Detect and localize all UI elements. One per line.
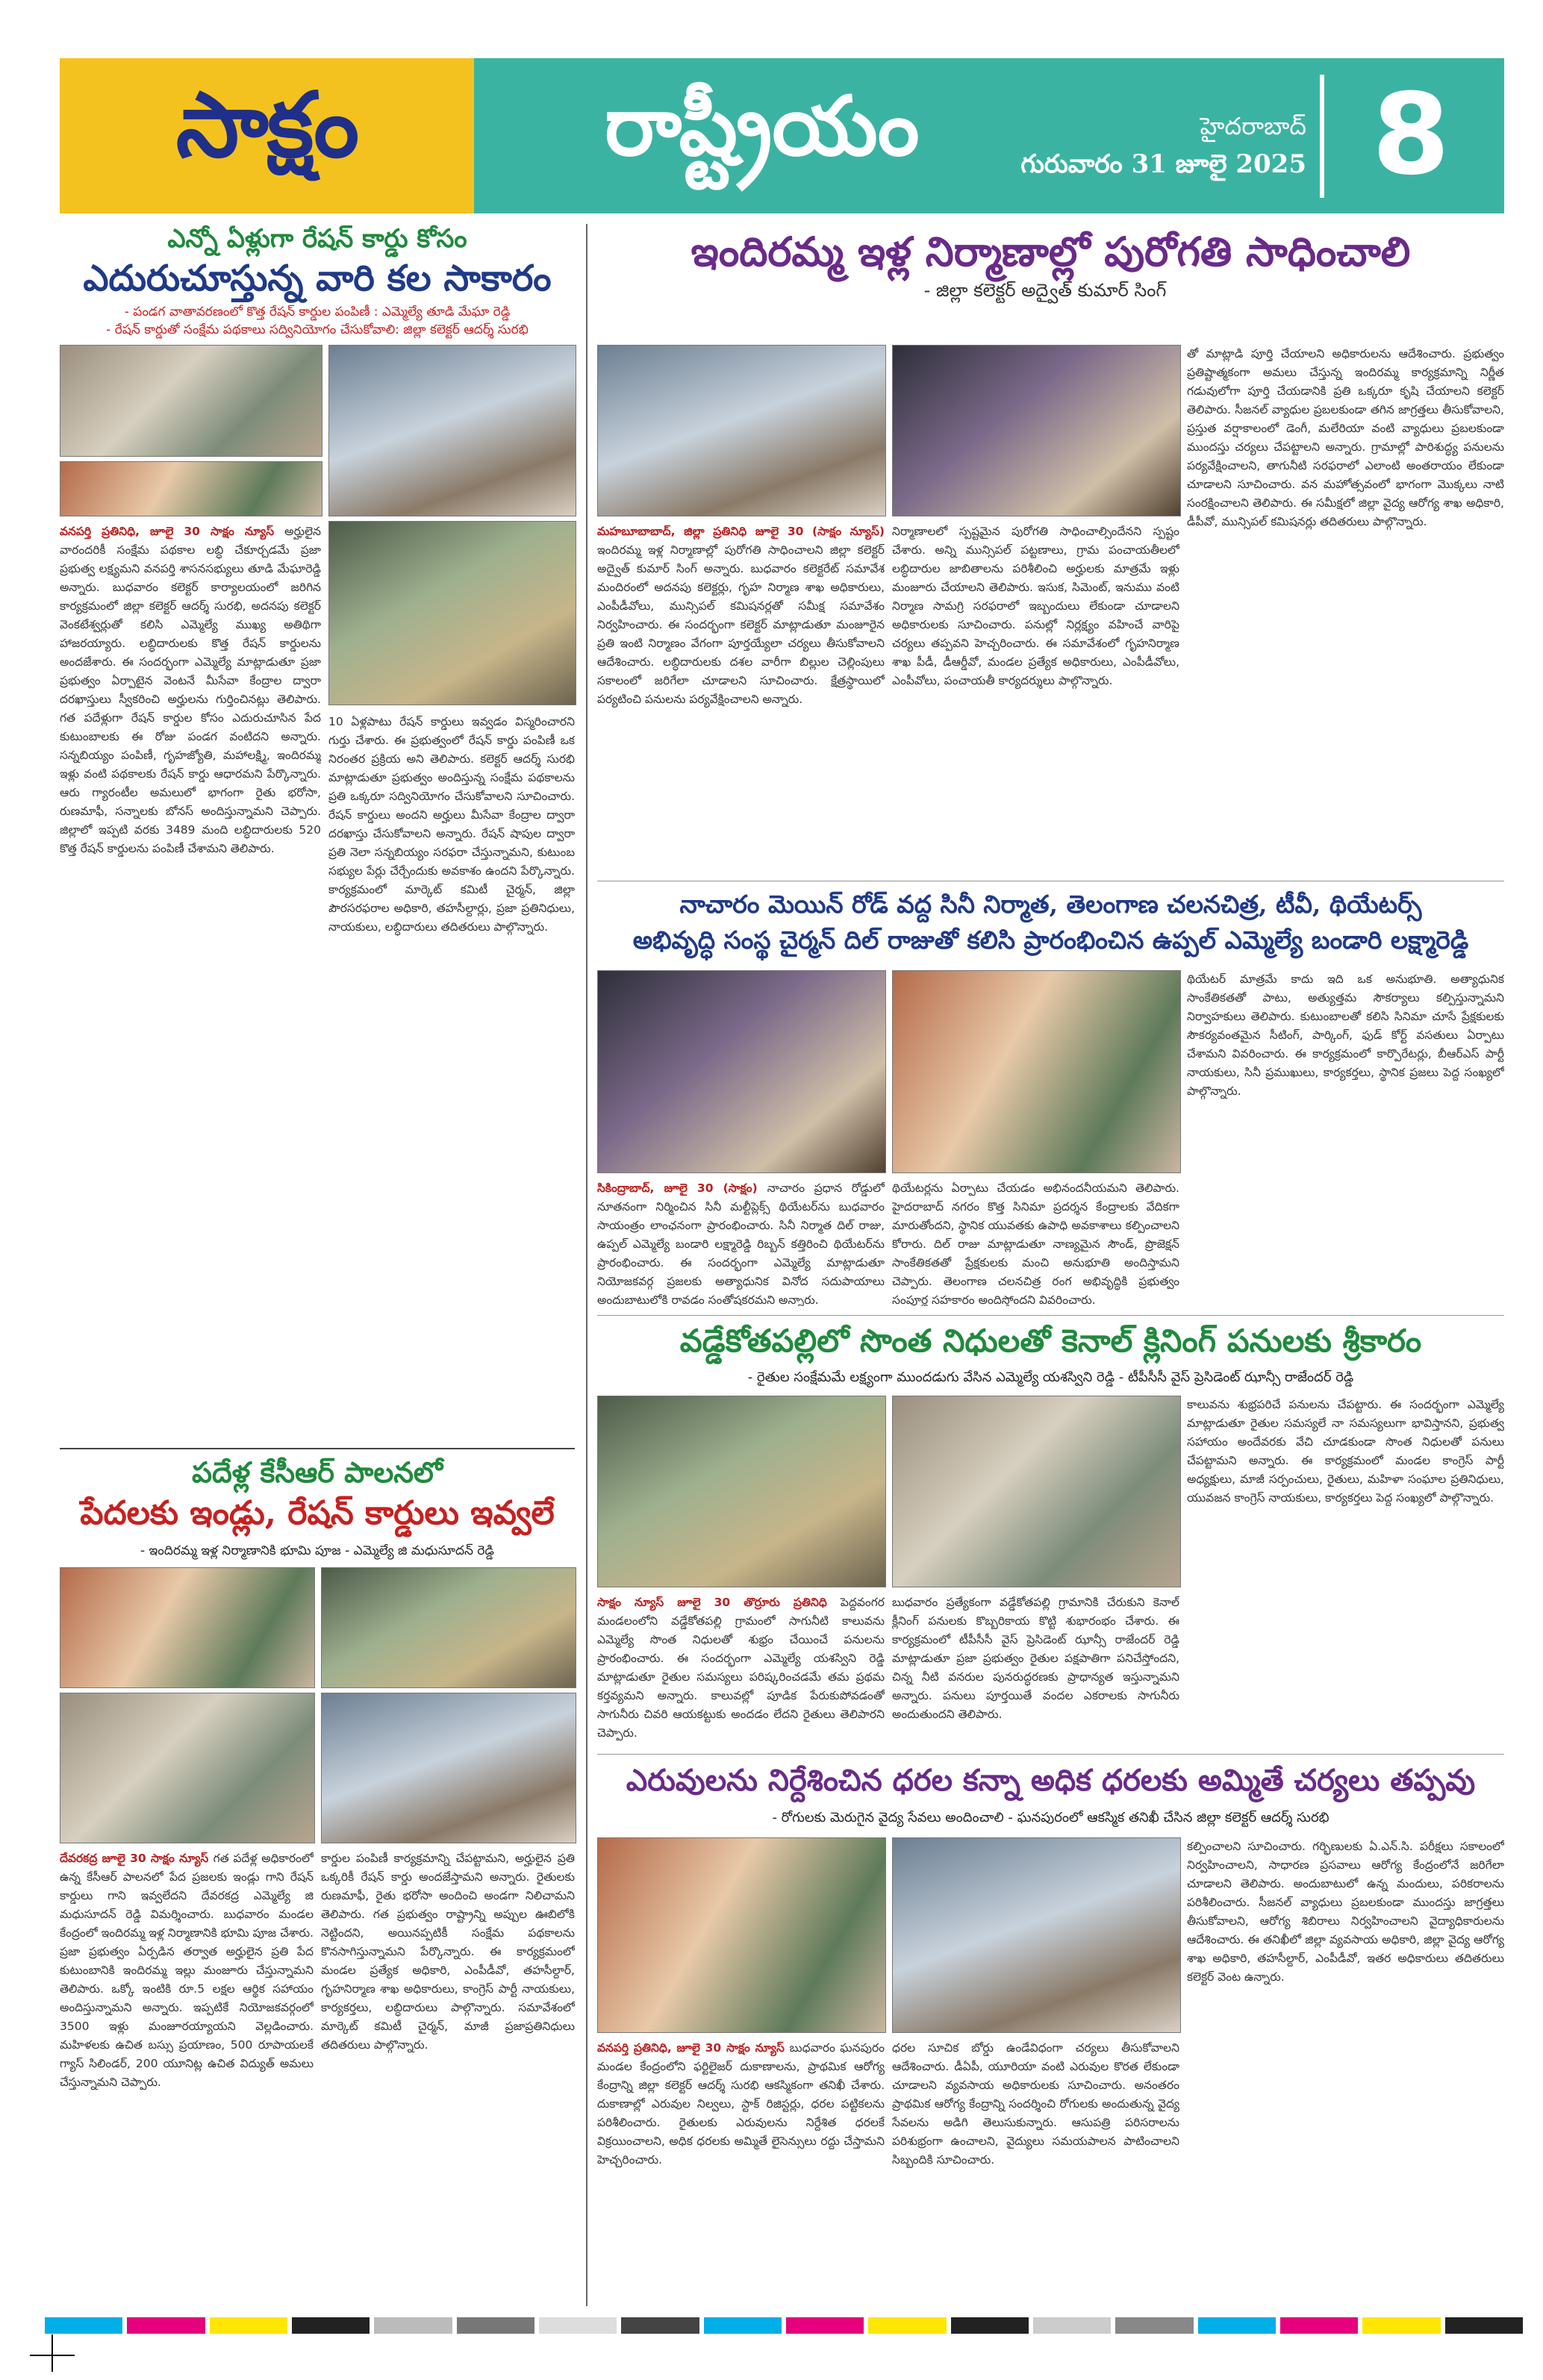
ration-photo-3 bbox=[60, 461, 322, 516]
indiramma-photo-2 bbox=[892, 345, 1181, 516]
kcr-photo-4 bbox=[321, 1693, 576, 1843]
indiramma-body-text-3: తో మాట్లాడి పూర్తి చేయాలని అధికారులను ఆదేశించారు. ప్రభుత్వం ప్రతిష్టాత్మకంగా అమలు చేస్తున్న ఇందిరమ్మ కార్యక్రమాన్ని నిర్ణీత గడువులోగా పూర్తి చేయడానికి ప్రతి ఒక్కరూ కృషి చేయాలని కలెక్టర్ తెలిపారు. సీజనల్ వ్యాధుల ప్రబలకుండా తగిన జాగ్రత్తలు తీసుకోవాలని, ప్రస్తుత వర్షాకాలంలో డెంగీ, మలేరియా వంటి వ్యాధులు ప్రబలకుండా ముందస్తు చర్యలు చేపట్టాలని అన్నారు. గ్రామాల్లో పారిశుద్ధ్య పనులను పర్యవేక్షించాలని, తాగునీటి సరఫరాలో ఎలాంటి అంతరాయం లేకుండా చూడాలని సూచించారు. వన మహోత్సవంలో భాగంగా మొక్కలు నాటి సంరక్షించాలని తెలిపారు. ఈ సమీక్షలో జిల్లా వైద్య ఆరోగ్య శాఖ అధికారి, డీపీవో, మున్సిపల్ కమిషనర్లు తదితరులు పాల్గొన్నారు. bbox=[1187, 347, 1504, 528]
cinema-body-text-3: థియేటర్ మాత్రమే కాదు ఇది ఒక అనుభూతి. అత్యాధునిక సాంకేతికతతో పాటు, అత్యుత్తమ సౌకర్యాలు కల్పిస్తున్నామని నిర్వాహకులు తెలిపారు. కుటుంబాలతో కలిసి సినిమా చూసే ప్రేక్షకులకు సౌకర్యవంతమైన సీటింగ్, పార్కింగ్, ఫుడ్ కోర్ట్ వసతులు ఏర్పాటు చేశామని వివరించారు. ఈ కార్యక్రమంలో కార్పొరేటర్లు, బీఆర్ఎస్ పార్టీ నాయకులు, సినీ ప్రముఖులు, కార్యకర్తలు, స్థానిక ప్రజలు పెద్ద సంఖ్యలో పాల్గొన్నారు. bbox=[1187, 972, 1504, 1098]
fertilizer-body-col3 bbox=[1187, 1837, 1504, 2300]
indiramma-body-col2 bbox=[892, 522, 1179, 873]
canal-photo-1 bbox=[597, 1396, 886, 1587]
fertilizer-body-text-3: కల్పించాలని సూచించారు. గర్భిణులకు ఏ.ఎన్.సి. పరీక్షలు సకాలంలో నిర్వహించాలని, సాధారణ ప్రసవాలు ఆరోగ్య కేంద్రంలోనే జరిగేలా చూడాలని తెలిపారు. అందుబాటులో ఉన్న మందులు, పరికరాలను పరిశీలించారు. సీజనల్ వ్యాధులు ప్రబలకుండా ముందస్తు జాగ్రత్తలు తీసుకోవాలని, ఆరోగ్య శిబిరాలు నిర్వహించాలని వైద్యాధికారులను ఆదేశించారు. ఈ తనిఖీలో జిల్లా వ్యవసాయ అధికారి, జిల్లా వైద్య ఆరోగ్య శాఖ అధికారి, తహసీల్దార్, ఎంపీడీవో, ఇతర అధికారులు తదితరులు కలెక్టర్ వెంట ఉన్నారు. bbox=[1187, 1840, 1504, 1984]
canal-headline: వడ్డేకోతపల్లిలో సొంత నిధులతో కెనాల్ క్లినింగ్ పనులకు శ్రీకారం bbox=[679, 1322, 1422, 1359]
kcr-photo-2 bbox=[321, 1567, 576, 1688]
kcr-body-text-1: గత పదేళ్ల అధికారంలో ఉన్న కేసీఆర్ పాలనలో పేద ప్రజలకు ఇండ్లు గాని రేషన్ కార్డులు గాని ఇవ్వలేదని దేవరకద్ర ఎమ్మెల్యే జి మధుసూదన్ రెడ్డి విమర్శించారు. బుధవారం మండల కేంద్రంలో ఇందిరమ్మ ఇళ్ల నిర్మాణానికి భూమి పూజ చేశారు. ప్రజా ప్రభుత్వం ఏర్పడిన తర్వాత అర్హులైన ప్రతి పేద కుటుంబానికి ఇందిరమ్మ ఇల్లు మంజూరు చేస్తున్నామని తెలిపారు. ఒక్కో ఇంటికి రూ.5 లక్షల ఆర్థిక సహాయం అందిస్తున్నామని అన్నారు. ఇప్పటికే నియోజకవర్గంలో 3500 ఇళ్లు మంజూరయ్యాయని వెల్లడించారు. మహిళలకు ఉచిత బస్సు ప్రయాణం, 500 రూపాయలకే గ్యాస్ సిలిండర్, 200 యూనిట్ల ఉచిత విద్యుత్ అమలు చేస్తున్నామని చెప్పారు. bbox=[60, 1852, 314, 2089]
indiramma-body-col1 bbox=[597, 522, 885, 873]
cinema-body-col3 bbox=[1187, 970, 1504, 1306]
ration-body-col1 bbox=[60, 522, 321, 1440]
ration-kicker: ఎన్నో ఏళ్లుగా రేషన్ కార్డు కోసం bbox=[167, 224, 467, 254]
ration-headline: ఎదురుచూస్తున్న వారి కల సాకారం bbox=[83, 257, 552, 299]
cinema-dateline: సికింద్రాబాద్, జూలై 30 (సాక్షం) bbox=[597, 1181, 767, 1195]
canal-body-col3 bbox=[1187, 1396, 1504, 1746]
kcr-subheadline: - ఇందిరమ్మ ఇళ్ల నిర్మాణానికి భూమి పూజ - ఎమ్మెల్యే జి మధుసూదన్ రెడ్డి bbox=[140, 1543, 494, 1558]
fertilizer-body-text-2: ధరల సూచిక బోర్డు ఉండేవిధంగా చర్యలు తీసుకోవాలని ఆదేశించారు. డీఏపీ, యూరియా వంటి ఎరువుల కొరత లేకుండా చూడాలని వ్యవసాయ అధికారులకు సూచించారు. అనంతరం ప్రాథమిక ఆరోగ్య కేంద్రాన్ని సందర్శించి రోగులకు అందుతున్న వైద్య సేవలను అడిగి తెలుసుకున్నారు. ఆసుపత్రి పరిసరాలను పరిశుభ్రంగా ఉంచాలని, వైద్యులు సమయపాలన పాటించాలని సిబ్బందికి సూచించారు. bbox=[892, 2041, 1179, 2167]
kcr-kicker: పదేళ్ల కేసీఆర్ పాలనలో bbox=[191, 1455, 443, 1489]
ration-subheadline-1: - పండగ వాతావరణంలో కొత్త రేషన్ కార్డుల పంపిణీ : ఎమ్మెల్యే తూడి మేఘా రెడ్డి bbox=[124, 304, 511, 319]
indiramma-body-text-1: ఇందిరమ్మ ఇళ్ల నిర్మాణాల్లో పురోగతి సాధించాలని జిల్లా కలెక్టర్ అద్వైత్ కుమార్ సింగ్ అన్నారు. బుధవారం కలెక్టరేట్ సమావేశ మందిరంలో అదనపు కలెక్టర్లు, గృహ నిర్మాణ శాఖ అధికారులు, ఎంపీడీవోలు, మున్సిపల్ కమిషనర్లతో సమీక్ష సమావేశం నిర్వహించారు. ఈ సందర్భంగా కలెక్టర్ మాట్లాడుతూ మంజూరైన ప్రతి ఇంటి నిర్మాణం వేగంగా పూర్తయ్యేలా చర్యలు తీసుకోవాలని ఆదేశించారు. లబ్ధిదారులకు దశల వారీగా బిల్లుల చెల్లింపులు సకాలంలో జరిగేలా చూడాలని సూచించారు. క్షేత్రస్థాయిలో పర్యటించి పనులను పర్యవేక్షించాలని అన్నారు. bbox=[597, 543, 885, 706]
ration-photo-1 bbox=[60, 345, 322, 457]
kcr-photo-1 bbox=[60, 1567, 315, 1688]
cinema-body-col1 bbox=[597, 1179, 885, 1306]
ration-photo-2 bbox=[328, 345, 576, 516]
column-divider bbox=[586, 224, 587, 2306]
fertilizer-photo-1 bbox=[597, 1837, 886, 2033]
kcr-photo-3 bbox=[60, 1693, 315, 1843]
canal-body-text-2: బుధవారం ప్రత్యేకంగా వడ్డేకోతపల్లి గ్రామానికి చేరుకుని కెనాల్ క్లీనింగ్ పనులకు కొబ్బరికాయ కొట్టి శుభారంభం చేశారు. ఈ కార్యక్రమంలో టీపీసీసీ వైస్ ప్రెసిడెంట్ ఝాన్సీ రాజేందర్ రెడ్డి మాట్లాడుతూ ప్రజా ప్రభుత్వం రైతుల పక్షపాతిగా పనిచేస్తోందని, చిన్న నీటి వనరుల పునరుద్ధరణకు ప్రాధాన్యత ఇస్తున్నామని అన్నారు. పనులు పూర్తయితే వందల ఎకరాలకు సాగునీరు అందుతుందని తెలిపారు. bbox=[892, 1596, 1179, 1721]
cinema-headline-1: నాచారం మెయిన్ రోడ్ వద్ద సినీ నిర్మాత, తెలంగాణ చలనచిత్ర, టీవీ, థియేటర్స్ bbox=[679, 890, 1422, 919]
registration-mark bbox=[52, 2334, 53, 2372]
canal-subheadline: - రైతుల సంక్షేమమే లక్ష్యంగా ముందడుగు వేసిన ఎమ్మెల్యే యశస్విని రెడ్డి - టీపీసీసీ వైస్ ప్రెసిడెంట్ ఝాన్సీ రాజేందర్ రెడ్డి bbox=[747, 1369, 1354, 1385]
fertilizer-body-col2 bbox=[892, 2039, 1179, 2300]
fertilizer-photo-2 bbox=[892, 1837, 1181, 2033]
cinema-photo-1 bbox=[597, 970, 886, 1173]
print-color-bar bbox=[45, 2317, 1523, 2335]
section-rule bbox=[597, 1315, 1504, 1316]
ration-photo-4 bbox=[328, 521, 576, 705]
page-number: 8 bbox=[1371, 70, 1450, 200]
masthead-date: గురువారం 31 జూలై 2025 bbox=[1020, 149, 1306, 179]
fertilizer-subheadline: - రోగులకు మెరుగైన వైద్య సేవలు అందించాలి - ఘనపురంలో ఆకస్మిక తనిఖీ చేసిన జిల్లా కలెక్టర్ ఆదర్శ్ సురభి bbox=[772, 1810, 1330, 1825]
fertilizer-body-col1 bbox=[597, 2039, 885, 2300]
kcr-body-col2 bbox=[321, 1849, 575, 2297]
canal-body-text-1: పెద్దవంగర మండలంలోని వడ్డేకోతపల్లి గ్రామంలో సాగునీటి కాలువను ఎమ్మెల్యే సొంత నిధులతో శుభ్రం చేయించే పనులను ప్రారంభించారు. ఈ సందర్భంగా ఎమ్మెల్యే యశస్విని రెడ్డి మాట్లాడుతూ రైతుల సమస్యలు పరిష్కరించడమే తమ ప్రథమ కర్తవ్యమని అన్నారు. కాలువల్లో పూడిక పేరుకుపోవడంతో సాగునీరు చివరి ఆయకట్టుకు అందడం లేదని రైతులు తెలిపారని చెప్పారు. bbox=[597, 1596, 885, 1740]
canal-body-col1 bbox=[597, 1593, 885, 1746]
kcr-body-text-2: కార్డుల పంపిణీ కార్యక్రమాన్ని చేపట్టామని, అర్హులైన ప్రతి ఒక్కరికీ రేషన్ కార్డు అందజేస్తామని అన్నారు. రైతులకు రుణమాఫీ, రైతు భరోసా అందించి అండగా నిలిచామని తెలిపారు. గత ప్రభుత్వం రాష్ట్రాన్ని అప్పుల ఊబిలోకి నెట్టిందని, అయినప్పటికీ సంక్షేమ పథకాలను కొనసాగిస్తున్నామని పేర్కొన్నారు. ఈ కార్యక్రమంలో మండల ప్రత్యేక అధికారి, ఎంపీడీవో, తహసీల్దార్, గృహనిర్మాణ శాఖ అధికారులు, కాంగ్రెస్ పార్టీ నాయకులు, కార్యకర్తలు, లబ్ధిదారులు పాల్గొన్నారు. సమావేశంలో మార్కెట్ కమిటీ చైర్మన్, మాజీ ప్రజాప్రతినిధులు తదితరులు పాల్గొన్నారు. bbox=[321, 1852, 575, 2052]
ration-body-text-1: అర్హులైన వారందరికీ సంక్షేమ పథకాల లబ్ధి చేకూర్చడమే ప్రజా ప్రభుత్వ లక్ష్యమని వనపర్తి శాసనసభ్యులు తూడి మేఘారెడ్డి అన్నారు. బుధవారం కలెక్టర్ కార్యాలయంలో జరిగిన కార్యక్రమంలో జిల్లా కలెక్టర్ ఆదర్శ్ సురభి, అదనపు కలెక్టర్ వెంకటేశ్వర్లుతో కలిసి ఎమ్మెల్యే ముఖ్య అతిథిగా హాజరయ్యారు. లబ్ధిదారులకు కొత్త రేషన్ కార్డులను అందజేశారు. ఈ సందర్భంగా ఎమ్మెల్యే మాట్లాడుతూ ప్రజా ప్రభుత్వం ఏర్పాటైన వెంటనే మీసేవా కేంద్రాల ద్వారా దరఖాస్తులు స్వీకరించి అర్హులను గుర్తించినట్లు తెలిపారు. గత పదేళ్లుగా రేషన్ కార్డుల కోసం ఎదురుచూసిన పేద కుటుంబాలకు ఈ రోజు పండగ వంటిదని అన్నారు. సన్నబియ్యం పంపిణీ, గృహజ్యోతి, మహాలక్ష్మి, ఇందిరమ్మ ఇళ్లు వంటి పథకాలకు రేషన్ కార్డు ఆధారమని పేర్కొన్నారు. ఆరు గ్యారంటీల అమలులో భాగంగా రైతు భరోసా, రుణమాఫీ, సన్నాలకు బోనస్ అందిస్తున్నామని చెప్పారు. జిల్లాలో ఇప్పటి వరకు 3489 మంది లబ్ధిదారులకు 520 కొత్త రేషన్ కార్డులను పంపిణీ చేశామని తెలిపారు. bbox=[60, 525, 321, 855]
masthead-divider bbox=[1320, 75, 1324, 198]
cinema-headline-2: అభివృద్ధి సంస్థ చైర్మన్ దిల్ రాజుతో కలిసి ప్రారంభించిన ఉప్పల్ ఎమ్మెల్యే బండారి లక్ష్మారెడ్డి bbox=[632, 925, 1469, 955]
ration-dateline: వనపర్తి ప్రతినిధి, జూలై 30 సాక్షం న్యూస్ bbox=[60, 525, 285, 538]
canal-dateline: సాక్షం న్యూస్ జూలై 30 తొర్రూరు ప్రతినిధి bbox=[597, 1596, 841, 1609]
newspaper-logo bbox=[60, 58, 474, 213]
canal-body-text-3: కాలువను శుభ్రపరిచే పనులను చేపట్టారు. ఈ సందర్భంగా ఎమ్మెల్యే మాట్లాడుతూ రైతుల సమస్యలే నా సమస్యలుగా భావిస్తానని, ప్రభుత్వ సహాయం అందేవరకు వేచి చూడకుండా సొంత నిధులతో పనులు చేపట్టామని అన్నారు. ఈ కార్యక్రమంలో మండల కాంగ్రెస్ పార్టీ అధ్యక్షులు, మాజీ సర్పంచులు, రైతులు, మహిళా సంఘాల ప్రతినిధులు, యువజన కాంగ్రెస్ నాయకులు, కార్యకర్తలు పెద్ద సంఖ్యలో పాల్గొన్నారు. bbox=[1187, 1398, 1504, 1505]
section-rule bbox=[597, 1754, 1504, 1755]
indiramma-photo-1 bbox=[597, 345, 886, 516]
indiramma-body-col3 bbox=[1187, 345, 1504, 873]
fertilizer-dateline: వనపర్తి ప్రతినిధి, జూలై 30 సాక్షం న్యూస్ bbox=[597, 2041, 790, 2055]
cinema-photo-2 bbox=[892, 970, 1181, 1173]
section-rule bbox=[60, 1448, 575, 1449]
ration-subheadline-2: - రేషన్ కార్డుతో సంక్షేమ పథకాలు సద్వినియోగం చేసుకోవాలి: జిల్లా కలెక్టర్ ఆదర్శ్ సురభి bbox=[106, 322, 529, 337]
logo-text: సాక్షం bbox=[175, 72, 358, 178]
kcr-dateline: దేవరకద్ర జూలై 30 సాక్షం న్యూస్ bbox=[60, 1852, 213, 1865]
canal-body-col2 bbox=[892, 1593, 1179, 1746]
indiramma-headline: ఇందిరమ్మ ఇళ్ల నిర్మాణాల్లో పురోగతి సాధించాలి bbox=[691, 228, 1411, 275]
fertilizer-headline: ఎరువులను నిర్దేశించిన ధరల కన్నా అధిక ధరలకు అమ్మితే చర్యలు తప్పవు bbox=[626, 1763, 1476, 1798]
cinema-body-col2 bbox=[892, 1179, 1179, 1306]
kcr-body-col1 bbox=[60, 1849, 314, 2297]
indiramma-subheadline: - జిల్లా కలెక్టర్ అద్వైత్ కుమార్ సింగ్ bbox=[923, 280, 1167, 301]
indiramma-body-text-2: నిర్మాణాలలో స్పష్టమైన పురోగతి సాధించాల్సిందేనని స్పష్టం చేశారు. అన్ని మున్సిపల్ పట్టణాలు, గ్రామ పంచాయతీలలో లబ్ధిదారుల జాబితాలను పరిశీలించి అర్హులకు మాత్రమే ఇళ్లు మంజూరు చేయాలని తెలిపారు. ఇసుక, సిమెంట్, ఇనుము వంటి నిర్మాణ సామగ్రి సరఫరాలో ఇబ్బందులు లేకుండా చూడాలని అధికారులకు సూచించారు. పనుల్లో నిర్లక్ష్యం వహించే వారిపై చర్యలు తప్పవని హెచ్చరించారు. ఈ సమావేశంలో గృహనిర్మాణ శాఖ పీడీ, డీఆర్డీవో, మండల ప్రత్యేక అధికారులు, ఎంపీడీవోలు, ఎంపీవోలు, పంచాయతీ కార్యదర్శులు పాల్గొన్నారు. bbox=[892, 525, 1179, 687]
ration-body-text-2: 10 ఏళ్లపాటు రేషన్ కార్డులు ఇవ్వడం విస్మరించారని గుర్తు చేశారు. ఈ ప్రభుత్వంలో రేషన్ కార్డు పంపిణీ ఒక నిరంతర ప్రక్రియ అని తెలిపారు. కలెక్టర్ ఆదర్శ్ సురభి మాట్లాడుతూ ప్రభుత్వం అందిస్తున్న సంక్షేమ పథకాలను ప్రతి ఒక్కరూ సద్వినియోగం చేసుకోవాలని సూచించారు. రేషన్ కార్డులు అందని అర్హులు మీసేవా కేంద్రాల ద్వారా దరఖాస్తు చేసుకోవాలని అన్నారు. రేషన్ షాపుల ద్వారా ప్రతి నెలా సన్నబియ్యం సరఫరా చేస్తున్నామని, కుటుంబ సభ్యుల పేర్లు చేర్చేందుకు అవకాశం ఉందని పేర్కొన్నారు. కార్యక్రమంలో మార్కెట్ కమిటీ చైర్మన్, జిల్లా పౌరసరఫరాల అధికారి, తహసీల్దార్లు, ప్రజా ప్రతినిధులు, నాయకులు, లబ్ధిదారులు తదితరులు పాల్గొన్నారు. bbox=[328, 715, 575, 934]
kcr-headline: పేదలకు ఇండ్లు, రేషన్ కార్డులు ఇవ్వలే bbox=[80, 1494, 555, 1532]
cinema-body-text-1: నాచారం ప్రధాన రోడ్డులో నూతనంగా నిర్మించిన సినీ మల్టీప్లెక్స్ థియేటర్‌ను బుధవారం సాయంత్రం లాంఛనంగా ప్రారంభించారు. సినీ నిర్మాత దిల్ రాజు, ఉప్పల్ ఎమ్మెల్యే బండారి లక్ష్మారెడ్డి రిబ్బన్ కత్తిరించి థియేటర్‌ను ప్రారంభించారు. ఈ సందర్భంగా ఎమ్మెల్యే మాట్లాడుతూ నియోజకవర్గ ప్రజలకు అత్యాధునిక వినోద సదుపాయాలు అందుబాటులోకి రావడం సంతోషకరమని అన్నారు. bbox=[597, 1181, 885, 1306]
masthead-city: హైదరాబాద్ bbox=[1200, 112, 1306, 140]
canal-photo-2 bbox=[892, 1396, 1181, 1587]
indiramma-dateline: మహబూబాబాద్, జిల్లా ప్రతినిధి జూలై 30 (సాక్షం న్యూస్) bbox=[597, 525, 885, 538]
cinema-body-text-2: థియేటర్లను ఏర్పాటు చేయడం అభినందనీయమని తెలిపారు. హైదరాబాద్ నగరం కొత్త సినిమా ప్రదర్శన కేంద్రాలకు వేదికగా మారుతోందని, స్థానిక యువతకు ఉపాధి అవకాశాలు కల్పించాలని కోరారు. దిల్ రాజు మాట్లాడుతూ నాణ్యమైన సౌండ్, ప్రొజెక్షన్ సాంకేతికతతో ప్రేక్షకులకు మంచి అనుభూతి అందిస్తామని చెప్పారు. తెలంగాణ చలనచిత్ర రంగ అభివృద్ధికి ప్రభుత్వం సంపూర్ణ సహకారం అందిస్తోందని వివరించారు. bbox=[892, 1181, 1179, 1306]
fertilizer-body-text-1: బుధవారం ఘనపురం మండల కేంద్రంలోని ఫర్టిలైజర్ దుకాణాలను, ప్రాథమిక ఆరోగ్య కేంద్రాన్ని జిల్లా కలెక్టర్ ఆదర్శ్ సురభి ఆకస్మికంగా తనిఖీ చేశారు. దుకాణాల్లో ఎరువుల నిల్వలు, స్టాక్ రిజిస్టర్లు, ధరల పట్టికలను పరిశీలించారు. రైతులకు ఎరువులను నిర్దేశిత ధరలకే విక్రయించాలని, అధిక ధరలకు అమ్మితే లైసెన్సులు రద్దు చేస్తామని హెచ్చరించారు. bbox=[597, 2041, 885, 2167]
section-title: రాష్ట్రీయం bbox=[605, 77, 920, 174]
ration-body-col2 bbox=[328, 713, 575, 1440]
